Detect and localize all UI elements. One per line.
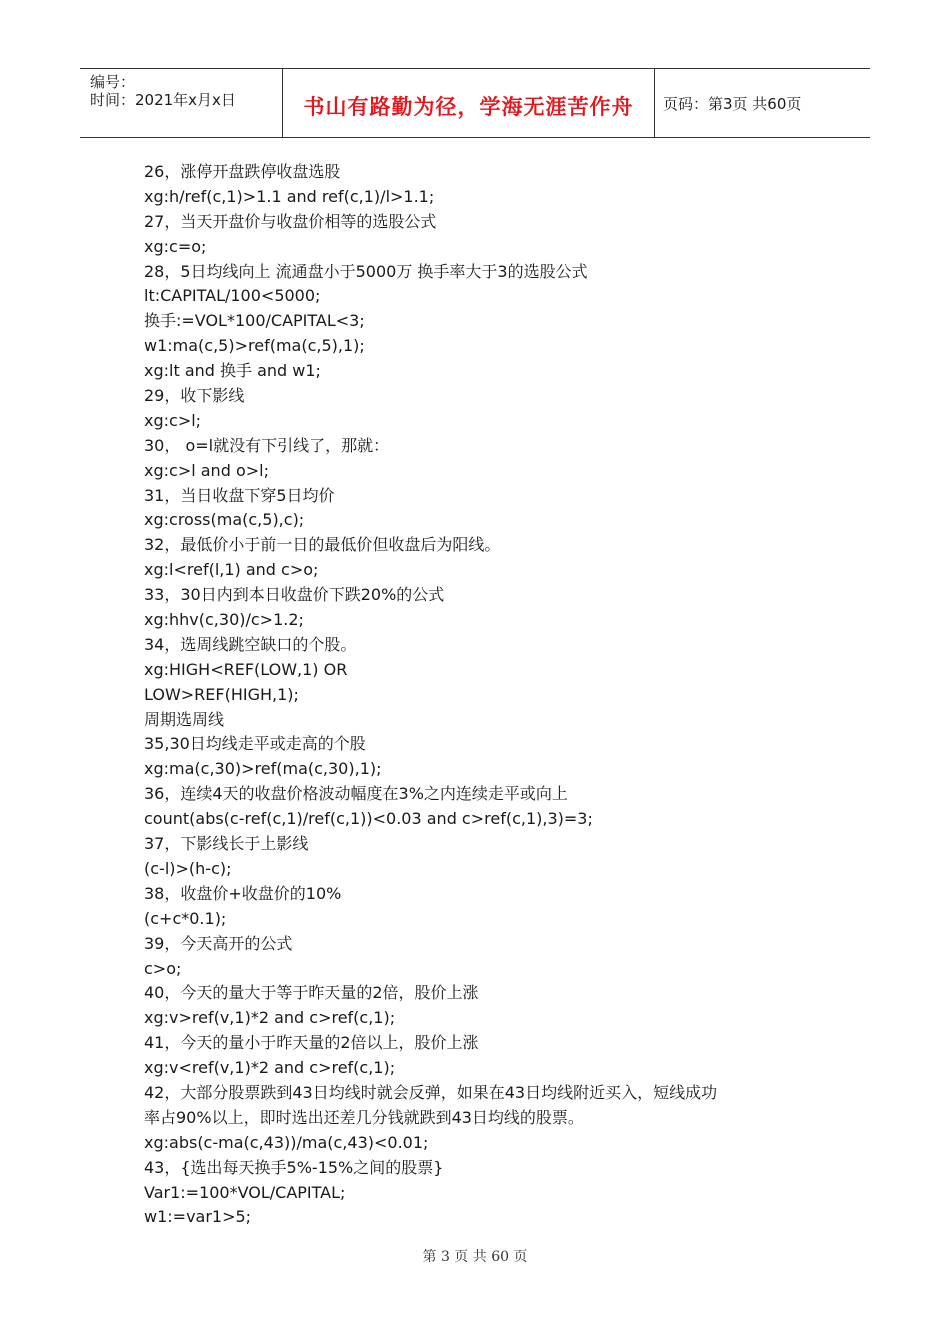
text-line: xg:hhv(c,30)/c>1.2; bbox=[144, 610, 304, 630]
text-line: xg:c>l and o>l; bbox=[144, 460, 269, 480]
text-line: 30， o=l就没有下引线了，那就： bbox=[144, 435, 390, 455]
text-line: xg:v<ref(v,1)*2 and c>ref(c,1); bbox=[144, 1058, 396, 1078]
text-line: 35,30日均线走平或走高的个股 bbox=[144, 734, 366, 754]
text-line: 41，今天的量小于昨天量的2倍以上，股价上涨 bbox=[144, 1033, 479, 1053]
text-line: 28，5日均线向上 流通盘小于5000万 换手率大于3的选股公式 bbox=[144, 261, 588, 281]
text-line: 26，涨停开盘跌停收盘选股 bbox=[144, 162, 341, 181]
text-line: 33，30日内到本日收盘价下跌20%的公式 bbox=[144, 585, 445, 605]
text-line: c>o; bbox=[144, 958, 182, 978]
text-line: 36，连续4天的收盘价格波动幅度在3%之内连续走平或向上 bbox=[144, 784, 568, 804]
text-line: 40，今天的量大于等于昨天量的2倍，股价上涨 bbox=[144, 983, 479, 1003]
text-line: xg:v>ref(v,1)*2 and c>ref(c,1); bbox=[144, 1008, 396, 1028]
text-line: w1:=var1>5; bbox=[144, 1207, 252, 1227]
page-header bbox=[80, 68, 870, 138]
page-footer: 第 3 页 共 60 页 bbox=[422, 1249, 528, 1265]
text-line: 周期选周线 bbox=[144, 709, 225, 729]
text-line: Var1:=100*VOL/CAPITAL; bbox=[144, 1182, 346, 1202]
text-line: 34，选周线跳空缺口的个股。 bbox=[144, 634, 357, 654]
text-line: lt:CAPITAL/100<5000; bbox=[144, 286, 321, 306]
text-line: 42，大部分股票跌到43日均线时就会反弹，如果在43日均线附近买入，短线成功 bbox=[144, 1082, 718, 1102]
text-line: 率占90%以上，即时选出还差几分钱就跌到43日均线的股票。 bbox=[144, 1107, 584, 1127]
text-line: 换手:=VOL*100/CAPITAL<3; bbox=[144, 311, 365, 331]
text-line: xg:cross(ma(c,5),c); bbox=[144, 510, 305, 530]
text-line: 39，今天高开的公式 bbox=[144, 933, 293, 953]
header-page-cell bbox=[655, 69, 870, 137]
text-line: xg:c=o; bbox=[144, 236, 207, 256]
text-line: (c+c*0.1); bbox=[144, 908, 227, 928]
header-motto-cell bbox=[283, 69, 655, 137]
text-line: xg:ma(c,30)>ref(ma(c,30),1); bbox=[144, 759, 382, 779]
page-info: 页码：第3页 共60页 bbox=[663, 95, 802, 113]
text-line: 43，{选出每天换手5%-15%之间的股票} bbox=[144, 1157, 444, 1177]
header-meta-cell bbox=[80, 69, 283, 137]
text-line: count(abs(c-ref(c,1)/ref(c,1))<0.03 and c>ref(c,1),3)=3; bbox=[144, 809, 593, 829]
text-line: 32，最低价小于前一日的最低价但收盘后为阳线。 bbox=[144, 535, 501, 555]
text-line: w1:ma(c,5)>ref(ma(c,5),1); bbox=[144, 336, 365, 356]
text-line: 27，当天开盘价与收盘价相等的选股公式 bbox=[144, 211, 437, 231]
text-line: 37，下影线长于上影线 bbox=[144, 834, 309, 854]
motto-text: 书山有路勤为径，学海无涯苦作舟 bbox=[303, 95, 634, 119]
text-line: xg:l<ref(l,1) and c>o; bbox=[144, 560, 319, 580]
text-line: (c-l)>(h-c); bbox=[144, 858, 232, 878]
document-date-label: 时间：2021年x月x日 bbox=[90, 91, 236, 109]
text-line: xg:abs(c-ma(c,43))/ma(c,43)<0.01; bbox=[144, 1132, 429, 1152]
text-line: xg:c>l; bbox=[144, 410, 202, 430]
text-line: xg:h/ref(c,1)>1.1 and ref(c,1)/l>1.1; bbox=[144, 186, 435, 206]
text-line: xg:lt and 换手 and w1; bbox=[144, 361, 321, 381]
text-line: xg:HIGH<REF(LOW,1) OR bbox=[144, 659, 348, 679]
text-line: 38，收盘价+收盘价的10% bbox=[144, 883, 342, 903]
text-line: LOW>REF(HIGH,1); bbox=[144, 684, 299, 704]
document-body bbox=[144, 160, 794, 1230]
document-number-label: 编号： bbox=[90, 73, 136, 91]
text-line: 29，收下影线 bbox=[144, 386, 245, 406]
text-line: 31，当日收盘下穿5日均价 bbox=[144, 485, 335, 505]
